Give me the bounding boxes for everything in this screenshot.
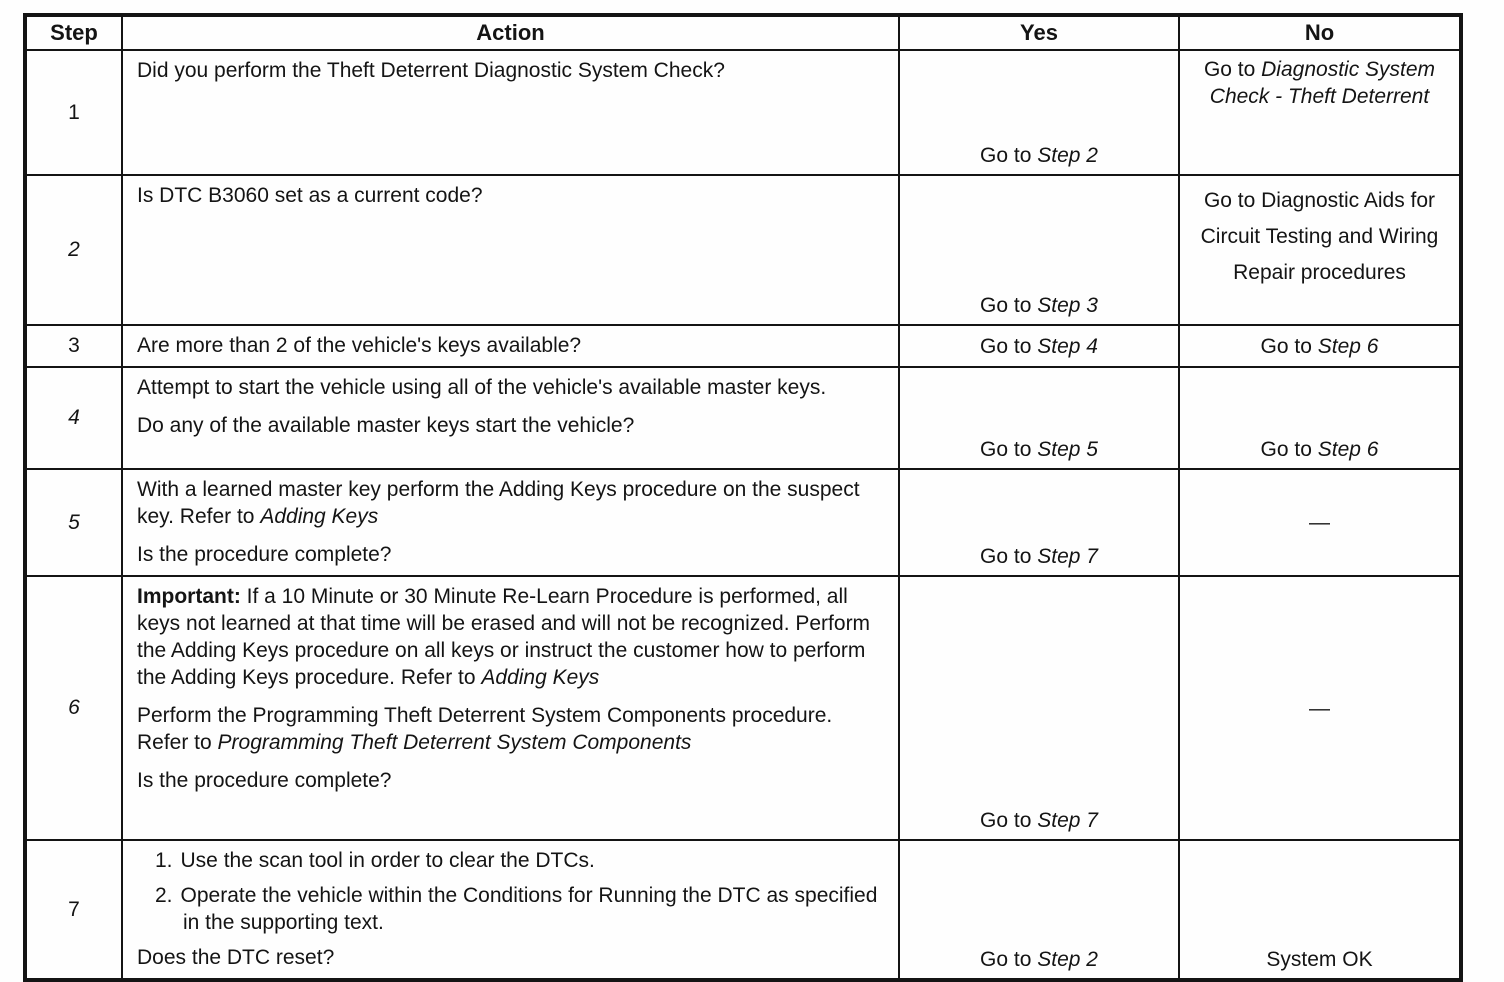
yes-text [908,436,1170,463]
text-segment: Step 2 [1037,948,1098,971]
yes-cell [899,469,1179,576]
text-segment: Is DTC B3060 set as a current code? [137,184,483,207]
text-segment: Programming Theft Deterrent System Components [217,731,692,754]
list-marker: 2. [155,884,173,907]
text-segment: Is the procedure complete? [137,543,392,566]
action-paragraph [137,57,886,84]
no-cell [1179,367,1461,469]
col-header-action: Action [122,15,899,50]
no-cell [1179,469,1461,576]
action-list-item [137,847,886,874]
text-segment: Step 2 [1037,144,1098,167]
action-paragraph [137,944,886,971]
text-segment: Step 5 [1037,438,1098,461]
text-segment: Attempt to start the vehicle using all of the vehicle's available master keys. [137,376,827,399]
text-segment: Use the scan tool in order to clear the DTCs. [180,849,595,872]
text-segment: Adding Keys [481,666,600,689]
yes-cell [899,175,1179,325]
yes-text [908,807,1170,834]
action-paragraph [137,412,886,439]
list-marker: 1. [155,849,173,872]
no-cell [1179,840,1461,980]
text-segment: Perform the Programming Theft Deterrent System Components procedure. Refer to [137,704,833,754]
text-segment: Go to [980,144,1038,167]
yes-text [908,946,1170,973]
text-segment: Go to [1203,58,1262,81]
action-paragraph [137,332,886,359]
text-segment: Go to [1260,438,1318,461]
text-segment: System OK [1266,948,1373,971]
action-list-item [137,882,886,936]
text-segment: Go to Diagnostic Aids for Circuit Testing and Wiring Repair procedures [1200,189,1439,284]
yes-text [908,543,1170,570]
text-segment: Step 4 [1037,334,1098,358]
no-cell [1179,576,1461,840]
no-text [1188,436,1451,463]
action-paragraph [137,374,886,401]
action-cell [122,576,899,840]
text-segment: Step 3 [1037,294,1098,317]
text-segment: Step 7 [1037,809,1098,832]
yes-cell [899,367,1179,469]
text-segment: Step 7 [1037,545,1098,568]
text-segment: Do any of the available master keys start the vehicle? [137,414,635,437]
table-row [25,469,1461,576]
table-row [25,50,1461,175]
text-segment: Go to [980,545,1038,568]
text-segment: Is the procedure complete? [137,769,392,792]
step-number: 5 [25,469,122,576]
action-paragraph [137,767,886,794]
action-paragraph [137,583,886,691]
no-text [1188,181,1451,291]
yes-text [908,292,1170,319]
no-text [1188,509,1451,536]
table-row [25,840,1461,980]
table-row [25,175,1461,325]
action-paragraph [137,476,886,530]
col-header-step: Step [25,15,122,50]
action-cell [122,175,899,325]
no-text [1188,333,1451,360]
text-segment: Step 6 [1317,334,1379,358]
step-number: 1 [25,50,122,175]
action-cell [122,50,899,175]
no-text [1188,946,1451,973]
table-row [25,325,1461,367]
step-number: 4 [25,367,122,469]
text-segment: Does the DTC reset? [137,946,335,969]
text-segment: With a learned master key perform the Adding Keys procedure on the suspect key. Refer to [137,478,860,528]
text-segment: Step 6 [1317,438,1379,461]
step-number: 3 [25,325,122,367]
col-header-yes: Yes [899,15,1179,50]
yes-cell [899,576,1179,840]
no-cell [1179,175,1461,325]
text-segment: Are more than 2 of the vehicle's keys available? [137,334,582,357]
text-segment: If a 10 Minute or 30 Minute Re-Learn Procedure is performed, all keys not learned at that time will be erased and will not be recognized. Perform the Adding Keys procedure on all keys or instruct the customer how to perform the Adding Keys procedure. Refer to [137,585,871,689]
text-segment: Go to [1260,334,1318,358]
text-segment: Go to [980,294,1038,317]
action-paragraph [137,702,886,756]
col-header-no: No [1179,15,1461,50]
diagnostic-table [23,13,1463,982]
header-row [25,15,1461,50]
no-cell [1179,50,1461,175]
action-cell [122,367,899,469]
step-number: 2 [25,175,122,325]
table-row [25,576,1461,840]
yes-cell [899,50,1179,175]
action-cell [122,469,899,576]
table-body [25,50,1461,980]
yes-text [908,333,1170,360]
action-cell [122,840,899,980]
yes-cell [899,325,1179,367]
yes-text [908,142,1170,169]
text-segment: Go to [980,438,1038,461]
text-segment: Did you perform the Theft Deterrent Diagnostic System Check? [137,59,725,82]
action-paragraph [137,541,886,568]
text-segment: Operate the vehicle within the Conditions for Running the DTC as specified in the supporting text. [180,884,878,934]
text-segment: Diagnostic System Check - Theft Deterrent [1209,58,1436,108]
text-segment: Important: [137,585,241,608]
text-segment: Adding Keys [260,505,379,528]
no-text [1188,56,1451,110]
action-cell [122,325,899,367]
no-cell [1179,325,1461,367]
text-segment: — [1309,511,1330,534]
text-segment: — [1309,696,1330,720]
action-paragraph [137,182,886,209]
step-number: 7 [25,840,122,980]
table-row [25,367,1461,469]
step-number: 6 [25,576,122,840]
text-segment: Go to [980,948,1038,971]
yes-cell [899,840,1179,980]
no-text [1188,695,1451,722]
text-segment: Go to [980,809,1038,832]
text-segment: Go to [980,334,1038,358]
